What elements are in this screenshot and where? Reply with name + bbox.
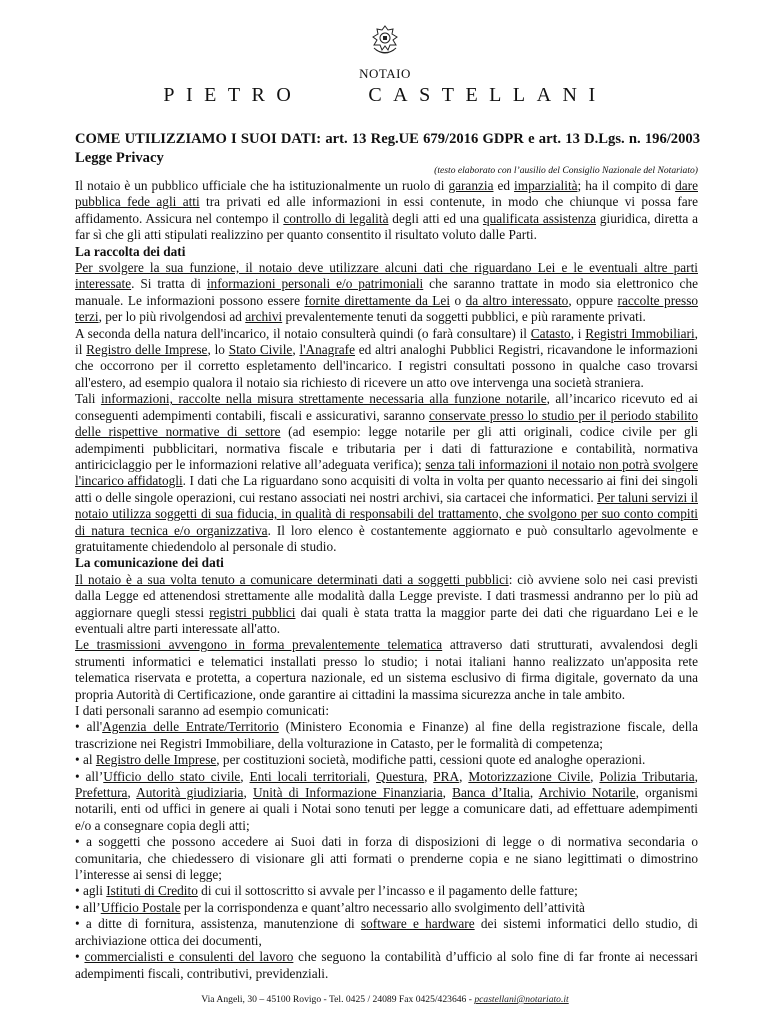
paragraph	[75, 916, 698, 949]
text-run: , oppure	[568, 292, 618, 308]
text-run: ; ha il compito di	[577, 178, 676, 193]
text-run: . I dati che La riguardano sono acquisiti di volta in volta per quanto necessario ai fini dei singoli atti o delle singole operazioni, cui restano associati nei nostri archivi, sia cartacei che informatici.	[75, 473, 699, 505]
text-run: • a soggetti che possono accedere ai Suoi dati in forza di disposizioni di legge o di normativa secondaria o comunitaria, che chiedessero di visionare gli atti formati o prenderne copia e ne siano legittimati o dimostrino l’interesse ai sensi di legge;	[75, 834, 698, 883]
paragraph	[75, 900, 698, 916]
underlined-text: Per svolgere la sua funzione, il notaio deve utilizzare alcuni dati che riguardano Lei e le eventuali altre parti interessate	[75, 260, 698, 292]
section-heading	[75, 555, 698, 571]
footer-email-link[interactable]: pcastellani@notariato.it	[474, 994, 569, 1005]
underlined-text: Questura	[376, 768, 425, 784]
text-run: ,	[243, 785, 253, 801]
text-run: A seconda della natura dell'incarico, il notaio consulterà quindi (o farà consultare) il	[75, 325, 531, 341]
underlined-text: imparzialità	[514, 178, 578, 193]
text-run: • all’	[75, 768, 104, 784]
section-heading	[75, 244, 698, 260]
underlined-text: qualificata assistenza	[482, 210, 597, 226]
underlined-text: Autorità giudiziaria	[136, 785, 244, 801]
underlined-text: Registri Immobiliari	[585, 325, 695, 341]
text-run: , lo	[207, 342, 229, 358]
underlined-text: archivi	[245, 309, 283, 325]
underlined-text: Stato Civile	[228, 342, 293, 358]
text-run: ,	[127, 785, 137, 801]
text-run: Il notaio è un pubblico ufficiale che ha istituzionalmente un ruolo di	[75, 178, 449, 193]
paragraph	[75, 637, 698, 703]
text-run: per la corrispondenza e quant’altro necessario allo svolgimento dell’attività	[180, 899, 585, 915]
paragraph	[75, 572, 698, 638]
underlined-text: Ufficio dello stato civile	[103, 768, 241, 784]
document-title: COME UTILIZZIAMO I SUOI DATI: art. 13 Reg.UE 679/2016 GDPR e art. 13 D.Lgs. n. 196/2003 Legge Privacy	[75, 131, 700, 166]
text-run: che seguono la contabilità d’ufficio al solo fine di far fronte ai necessari adempimenti fiscali, contributivi, previdenziali.	[75, 949, 698, 981]
text-run: I dati personali saranno ad esempio comunicati:	[75, 703, 330, 718]
text-run: , i	[570, 325, 586, 341]
paragraph	[75, 178, 698, 244]
text-run: La comunicazione dei dati	[75, 555, 224, 571]
paragraph	[75, 949, 698, 982]
notary-first-name: PIETRO	[163, 84, 303, 106]
underlined-text: Istituti di Credito	[106, 883, 198, 899]
text-run: ,	[442, 785, 453, 801]
credit-note: (testo elaborato con l’ausilio del Consiglio Nazionale del Notariato)	[434, 165, 698, 176]
underlined-text: raccolte presso terzi	[75, 292, 699, 325]
text-run: , per lo più rivolgendosi ad	[98, 309, 246, 325]
text-run: o	[450, 292, 466, 308]
text-run: ,	[459, 768, 469, 784]
paragraph	[75, 391, 698, 555]
underlined-text: Prefettura	[75, 785, 128, 801]
text-run: di cui il sottoscritto si avvale per l’incasso e il pagamento delle fatture;	[197, 883, 578, 899]
text-run: degli atti ed una	[388, 210, 483, 226]
text-run: . Si tratta di	[131, 276, 207, 292]
text-run: ed altri analoghi Pubblici Registri, ricavandone le informazioni che occorrono per il corretto espletamento dell'incarico. I registri consultati possono in qualche caso trovarsi all'estero, ad esempio qualora il notaio sia richiesto di ricevere un atto ove intervenga una società straniera.	[75, 342, 698, 390]
underlined-text: garanzia	[448, 178, 494, 193]
republic-emblem-icon	[369, 24, 401, 58]
text-run: ,	[240, 768, 250, 784]
underlined-text: controllo di legalità	[283, 210, 389, 226]
underlined-text: l'Anagrafe	[299, 342, 355, 358]
underlined-text: Unità di Informazione Finanziaria	[252, 785, 443, 801]
underlined-text: Archivio Notarile	[538, 785, 636, 801]
text-run: , organismi notarili, enti od uffici in genere ai quali i Notai sono tenuti per legge a comunicare dati, ad effettuare adempimenti e/o a consegnare copia degli atti;	[75, 785, 698, 833]
underlined-text: Polizia Tributaria	[599, 768, 695, 784]
underlined-text: commercialisti e consulenti del lavoro	[84, 949, 294, 965]
notary-last-name: CASTELLANI	[368, 84, 607, 106]
paragraph	[75, 326, 698, 392]
text-run: tra privati ed alle informazioni in essi contenute, in modo che chiunque vi possa fare affidamento. Assicura nel contempo il	[75, 194, 698, 226]
text-run: , all’incarico ricevuto ed ai conseguenti adempimenti contabili, fiscali e assicurativi, saranno	[75, 391, 698, 423]
paragraph	[75, 883, 698, 899]
text-run: (ad esempio: legge notarile per gli atti originali, codice civile per gli adempimenti pubblicitari, normativa fiscale e tributaria per i dati di fatturazione e contabilità, normativa antiriciclaggio per le informazioni relative all’adeguata verifica);	[75, 424, 699, 472]
underlined-text: senza tali informazioni il notaio non potrà svolgere l'incarico affidatogli	[75, 456, 698, 489]
underlined-text: fornite direttamente da Lei	[304, 292, 451, 308]
underlined-text: Registro delle Imprese	[86, 342, 208, 358]
underlined-text: Il notaio è a sua volta tenuto a comunicare determinati dati a soggetti pubblici	[75, 571, 509, 587]
text-run: • all’	[75, 899, 101, 915]
text-run: Tali	[75, 391, 101, 407]
underlined-text: Catasto	[530, 325, 571, 341]
text-run: •	[75, 949, 85, 965]
text-run: ,	[424, 768, 434, 784]
underlined-text: software e hardware	[360, 916, 475, 932]
text-run: che saranno trattate in modo sia elettronico che manuale. Le informazioni possono essere	[75, 276, 698, 308]
paragraph	[75, 752, 698, 768]
paragraph	[75, 703, 698, 719]
notary-role: NOTAIO	[359, 66, 411, 81]
text-run: , il	[75, 325, 698, 358]
underlined-text: Ufficio Postale	[100, 899, 181, 915]
paragraph	[75, 719, 698, 752]
text-run: attraverso dati strutturati, avvalendosi degli strumenti informatici e telematici installati presso lo studio; i notai italiani hanno realizzato un'apposita rete telematica riservata e protetta, a copertura nazionale, ed un sistema esclusivo di firma digitale, governato da una propria Autorità di Certificazione, onde garantire ai cittadini la massima sicurezza anche in tale ambito.	[75, 637, 698, 702]
underlined-text: Registro delle Imprese	[95, 752, 217, 768]
text-run: . Il loro elenco è costantemente aggiornato e può consultarlo agevolmente e gratuitamente chiedendolo al personale di studio.	[75, 522, 699, 554]
text-run: • al	[75, 752, 96, 768]
notary-name	[0, 84, 770, 107]
text-run: giuridica, diretta a far sì che gli atti stipulati realizzino per quanto consentito il risultato voluto dalle Parti.	[75, 210, 698, 243]
text-run: , per costituzioni società, modifiche patti, cessioni quote ed analoghe operazioni.	[216, 752, 646, 768]
text-run: ed	[493, 178, 515, 193]
underlined-text: informazioni, raccolte nella misura strettamente necessaria alla funzione notarile	[100, 391, 547, 407]
text-run: ,	[694, 768, 698, 784]
underlined-text: conservate presso lo studio per il periodo stabilito delle rispettive normative di settore	[75, 407, 698, 440]
text-run: ,	[366, 768, 377, 784]
paragraph	[75, 260, 698, 326]
text-run: prevalentemente tenuti da soggetti pubblici, e più raramente privati.	[282, 309, 646, 325]
underlined-text: Agenzia delle Entrate/Territorio	[102, 719, 279, 735]
paragraph	[75, 834, 698, 883]
underlined-text: Motorizzazione Civile	[468, 768, 591, 784]
underlined-text: PRA	[433, 768, 460, 784]
text-run: dai quali è stata tratta la maggior parte dei dati che riguardano Lei e le eventuali altre parti interessate all'atto.	[75, 604, 698, 636]
footer-address: Via Angeli, 30 – 45100 Rovigo - Tel. 0425 / 24089 Fax 0425/423646 -	[201, 994, 475, 1005]
text-run: dei sistemi informatici dello studio, di archiviazione ottica dei documenti,	[75, 916, 698, 948]
text-run: La raccolta dei dati	[75, 243, 186, 259]
footer	[0, 994, 770, 1005]
underlined-text: dare pubblica fede agli atti	[75, 178, 698, 210]
text-run: (Ministero Economia e Finanze) al fine della registrazione fiscale, della trascrizione nei Registri Immobiliare, della volturazione in Catasto, per le formalità di competenza;	[75, 719, 698, 751]
underlined-text: Banca d’Italia	[452, 785, 530, 801]
text-run: ,	[529, 785, 539, 801]
text-run: ,	[292, 342, 300, 358]
underlined-text: registri pubblici	[209, 604, 296, 620]
underlined-text: Le trasmissioni avvengono in forma prevalentemente telematica	[75, 637, 443, 653]
text-run: • all'	[75, 719, 103, 735]
underlined-text: Enti locali territoriali	[249, 768, 367, 784]
text-run: ,	[590, 768, 600, 784]
underlined-text: informazioni personali e/o patrimoniali	[206, 276, 424, 292]
text-run: • agli	[75, 883, 107, 899]
paragraph	[75, 769, 698, 835]
text-run: • a ditte di fornitura, assistenza, manutenzione di	[75, 916, 361, 932]
underlined-text: da altro interessato	[465, 292, 569, 308]
text-run: : ciò avviene solo nei casi previsti dalla Legge ed attenendosi strettamente alle modalità dalla Legge previste. I dati trasmessi andranno per lo più ad aggiornare quegli stessi	[75, 571, 699, 620]
document-body	[75, 178, 698, 982]
underlined-text: Per taluni servizi il notaio utilizza soggetti di sua fiducia, in qualità di responsabili del trattamento, che svolgono per suo conto compiti di natura tecnica e/o organizzativa	[75, 489, 698, 538]
